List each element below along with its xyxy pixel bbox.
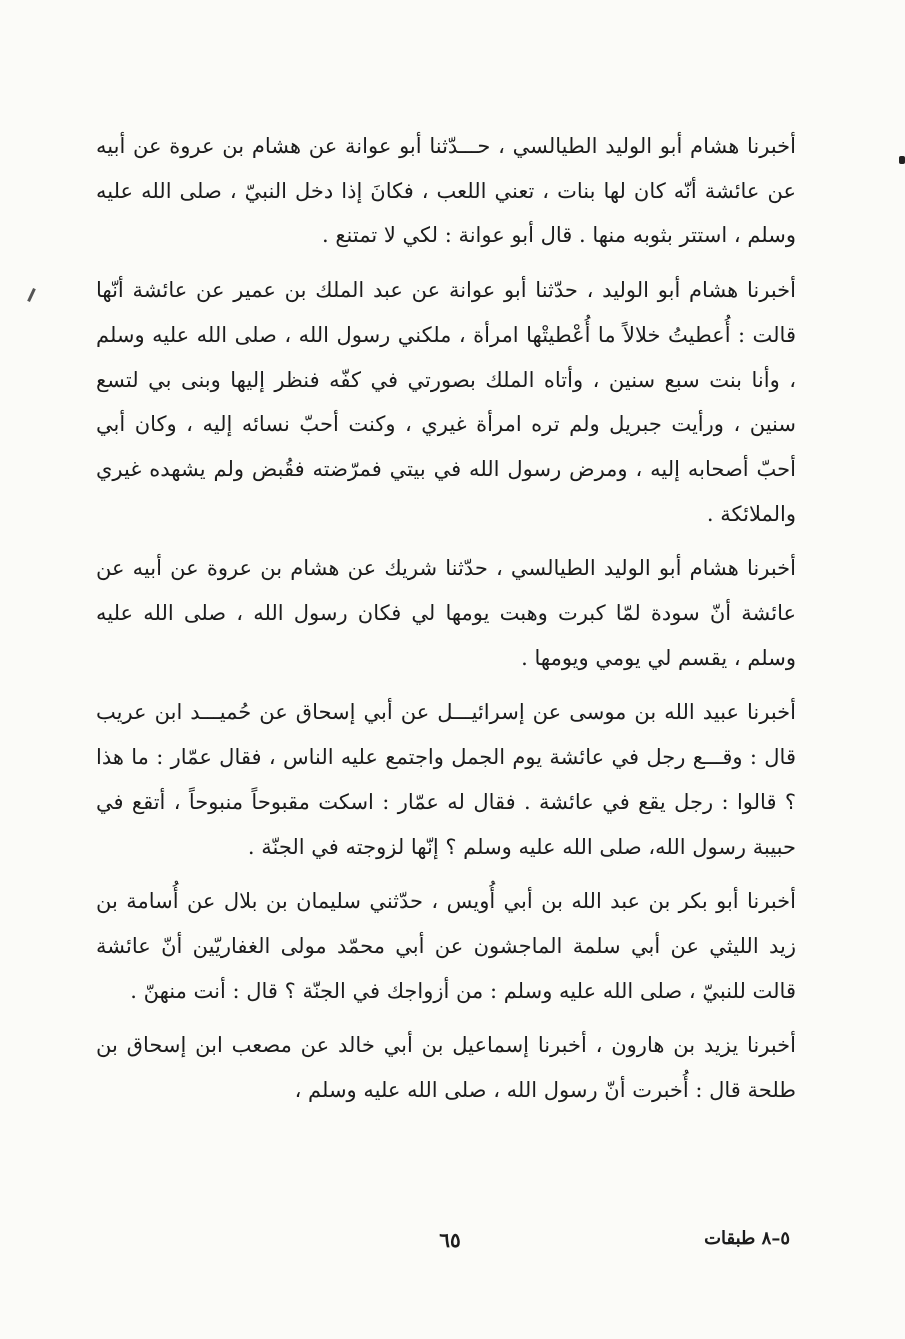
paragraph-1: أخبرنا هشام أبو الوليد الطيالسي ، حـــدّثنا أبو عوانة عن هشام بن عروة عن أبيه عن عائشة أنّه كان لها بنات ، تعني اللعب ، فكانَ إذا دخل النبيّ ، صلى الله عليه وسلم ، استتر بثوبه منها . قال أبو عوانة : لكي لا تمتنع . (96, 134, 796, 248)
page-footer (0, 1228, 905, 1268)
paragraph-3: أخبرنا هشام أبو الوليد الطيالسي ، حدّثنا شريك عن هشام بن عروة عن أبيه عن عائشة أنّ سودة لمّا كبرت وهبت يومها لي فكان رسول الله ، صلى الله عليه وسلم ، يقسم لي يومي ويومها . (96, 556, 796, 670)
signature-mark: ٥–٨ طبقات (704, 1228, 790, 1249)
page-number: ٦٥ (439, 1228, 461, 1252)
paragraph-4: أخبرنا عبيد الله بن موسى عن إسرائيـــل عن أبي إسحاق عن حُميـــد ابن عريب قال : وقـــع رجل في عائشة يوم الجمل واجتمع عليه الناس ، فقال عمّار : ما هذا ؟ قالوا : رجل يقع في عائشة . فقال له عمّار : اسكت مقبوحاً منبوحاً ، أتقع في حبيبة رسول الله، صلى الله عليه وسلم ؟ إنّها لزوجته في الجنّة . (96, 700, 796, 859)
body-text (96, 124, 796, 1123)
margin-ink-mark (899, 156, 905, 164)
paragraph-6: أخبرنا يزيد بن هارون ، أخبرنا إسماعيل بن أبي خالد عن مصعب ابن إسحاق بن طلحة قال : أُخبرت أنّ رسول الله ، صلى الله عليه وسلم ، (96, 1033, 796, 1103)
paragraph-5: أخبرنا أبو بكر بن عبد الله بن أبي أُويس ، حدّثني سليمان بن بلال عن أُسامة بن زيد الليثي عن أبي سلمة الماجشون عن أبي محمّد مولى الغفاريّين أنّ عائشة قالت للنبيّ ، صلى الله عليه وسلم : من أزواجك في الجنّة ؟ قال : أنت منهنّ . (96, 889, 796, 1003)
margin-pencil-stroke (27, 288, 36, 302)
paragraph-2: أخبرنا هشام أبو الوليد ، حدّثنا أبو عوانة عن عبد الملك بن عمير عن عائشة أنّها قالت : أُعطيتُ خلالاً ما أُعْطيتْها امرأة ، ملكني رسول الله ، صلى الله عليه وسلم ، وأنا بنت سبع سنين ، وأتاه الملك بصورتي في كفّه فنظر إليها وبنى بي لتسع سنين ، ورأيت جبريل ولم تره امرأة غيري ، وكنت أحبّ نسائه إليه ، وكان أبي أحبّ أصحابه إليه ، ومرض رسول الله في بيتي فمرّضته فقُبض ولم يشهده غيري والملائكة . (96, 278, 796, 526)
